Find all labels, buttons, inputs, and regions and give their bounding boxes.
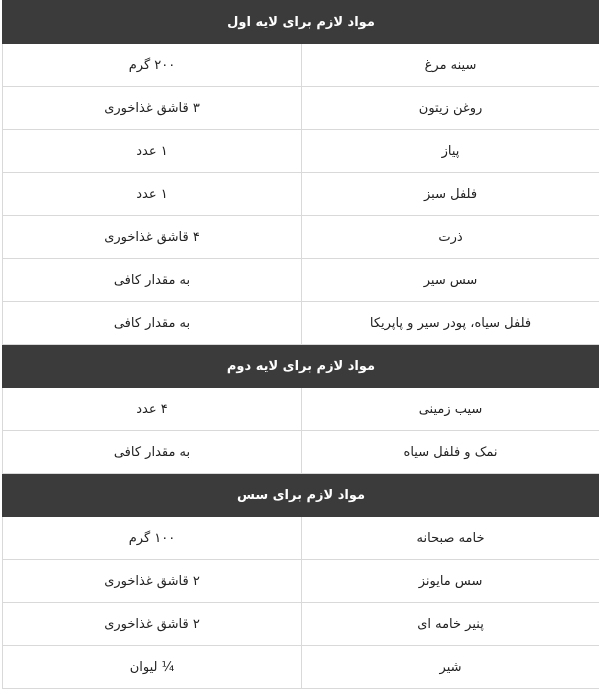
ingredient-amount: ¼ لیوان xyxy=(3,646,302,689)
ingredient-amount: به مقدار کافی xyxy=(3,259,302,302)
table-row xyxy=(3,259,599,302)
ingredient-name: سیب زمینی xyxy=(302,388,599,431)
ingredient-name: شیر xyxy=(302,646,599,689)
ingredient-name: سس سیر xyxy=(302,259,599,302)
section-header xyxy=(3,474,599,517)
ingredient-amount: به مقدار کافی xyxy=(3,431,302,474)
table-row xyxy=(3,44,599,87)
table-row xyxy=(3,130,599,173)
table-row xyxy=(3,173,599,216)
ingredient-amount: ۲ قاشق غذاخوری xyxy=(3,603,302,646)
table-row xyxy=(3,302,599,345)
ingredient-name: فلفل سبز xyxy=(302,173,599,216)
table-row xyxy=(3,431,599,474)
ingredient-name: خامه صبحانه xyxy=(302,517,599,560)
table-row xyxy=(3,517,599,560)
ingredient-name: فلفل سیاه، پودر سیر و پاپریکا xyxy=(302,302,599,345)
table-row xyxy=(3,87,599,130)
ingredient-amount: به مقدار کافی xyxy=(3,302,302,345)
table-row xyxy=(3,560,599,603)
table-row xyxy=(3,216,599,259)
ingredient-amount: ۱ عدد xyxy=(3,130,302,173)
ingredient-amount: ۱ عدد xyxy=(3,173,302,216)
section-title: مواد لازم برای سس xyxy=(3,474,599,517)
section-header xyxy=(3,345,599,388)
ingredient-name: سس مایونز xyxy=(302,560,599,603)
table-row xyxy=(3,646,599,689)
ingredient-amount: ۲۰۰ گرم xyxy=(3,44,302,87)
ingredient-amount: ۳ قاشق غذاخوری xyxy=(3,87,302,130)
ingredient-amount: ۱۰۰ گرم xyxy=(3,517,302,560)
ingredient-amount: ۲ قاشق غذاخوری xyxy=(3,560,302,603)
ingredient-amount: ۴ عدد xyxy=(3,388,302,431)
ingredient-amount: ۴ قاشق غذاخوری xyxy=(3,216,302,259)
ingredient-name: نمک و فلفل سیاه xyxy=(302,431,599,474)
table-row xyxy=(3,388,599,431)
section-title: مواد لازم برای لایه اول xyxy=(3,1,599,44)
ingredients-table xyxy=(2,0,599,689)
ingredient-name: سینه مرغ xyxy=(302,44,599,87)
ingredient-name: پیاز xyxy=(302,130,599,173)
ingredient-name: روغن زیتون xyxy=(302,87,599,130)
section-header xyxy=(3,1,599,44)
ingredient-name: ذرت xyxy=(302,216,599,259)
ingredient-name: پنیر خامه ای xyxy=(302,603,599,646)
table-row xyxy=(3,603,599,646)
section-title: مواد لازم برای لایه دوم xyxy=(3,345,599,388)
